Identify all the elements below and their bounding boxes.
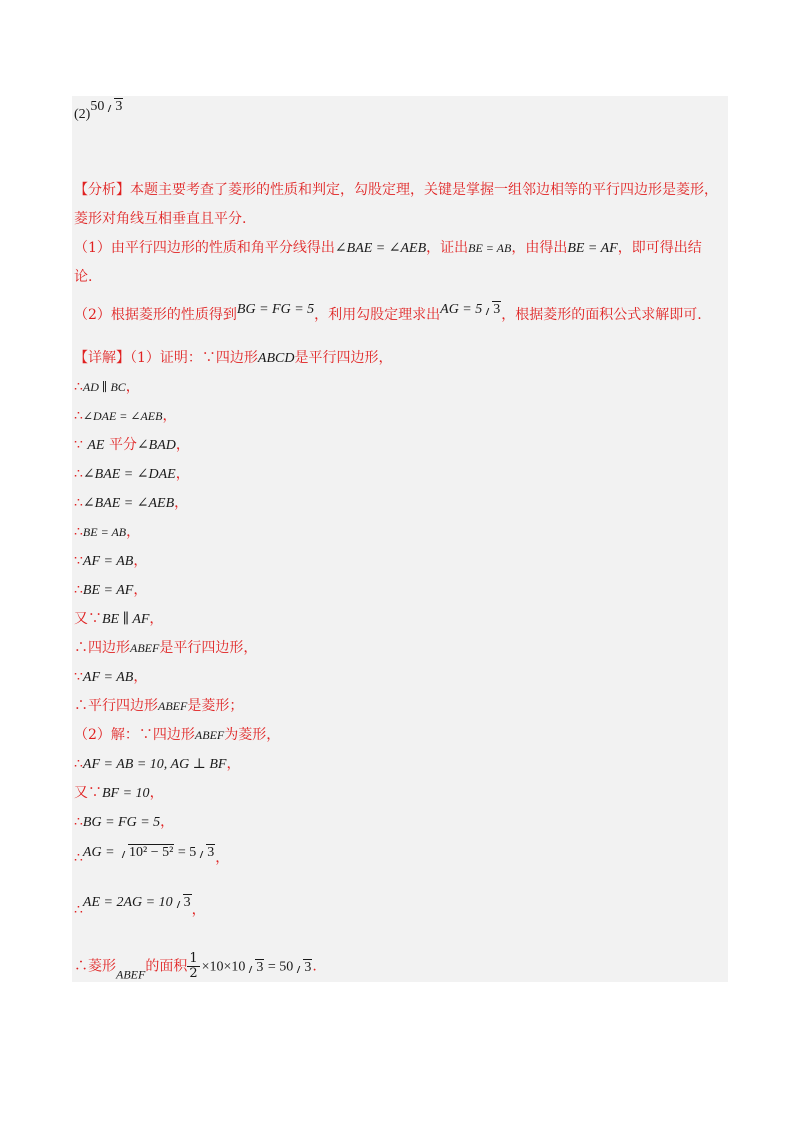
p1-math-1: ∠BAE = ∠AEB [334, 241, 427, 256]
step-9-prefix: 又∵ [74, 611, 102, 627]
therefore-symbol: ∴ [74, 379, 83, 395]
comma: ， [149, 611, 164, 627]
step-17-radicand: 3 [183, 895, 191, 910]
step-18-radicand: 3 [256, 959, 264, 975]
step-12-text-a: 平行四边形 [88, 698, 158, 714]
comma: ， [226, 756, 241, 772]
fraction-numerator: 1 [189, 951, 198, 966]
therefore-symbol: ∴ [74, 524, 83, 540]
detail-intro-text: （1）证明：∵四边形 [130, 350, 258, 366]
step-12 [74, 696, 243, 716]
analysis-part2 [74, 302, 702, 326]
step-16-radicand-2: 3 [207, 845, 215, 860]
step-8 [74, 580, 147, 601]
period: . [312, 958, 317, 975]
therefore-symbol: ∴ [74, 814, 83, 830]
step-2-math: ∠DAE = ∠AEB [82, 409, 163, 423]
therefore-symbol: ∴ [74, 756, 83, 772]
answer-radicand: 3 [115, 99, 123, 114]
step-14-prefix: 又∵ [74, 785, 102, 801]
p1-text-d: ，即可得出结 [617, 240, 702, 256]
comma: ， [162, 408, 177, 424]
step-1 [74, 377, 140, 397]
part2-intro-text: （2）解：∵四边形 [74, 727, 195, 743]
comma: ， [174, 495, 189, 511]
step-4 [74, 464, 190, 485]
part2-answer [74, 99, 123, 125]
part2-intro-end: 为菱形， [224, 727, 281, 743]
p1-text-e: 论. [74, 269, 93, 285]
step-16-lhs: AG = [82, 845, 119, 860]
detail-intro-end: 是平行四边形， [294, 350, 393, 366]
p1-text-c: ，由得出 [511, 240, 568, 256]
because-symbol: ∵ [74, 437, 83, 453]
comma: ， [125, 379, 140, 395]
step-2 [74, 406, 176, 426]
analysis-line-2 [74, 209, 246, 229]
step-16-eq: = 5 [174, 845, 197, 860]
step-18-text-a: 菱形 [88, 958, 116, 975]
therefore-symbol: ∴ [74, 408, 83, 424]
p1-text-b: ，证出 [426, 240, 469, 256]
comma: ， [175, 466, 190, 482]
step-8-math: BE = AF [82, 583, 134, 598]
p1-math-2: BE = AB [468, 241, 512, 255]
p2-radicand: 3 [493, 302, 501, 317]
step-5 [74, 493, 188, 514]
step-3 [74, 435, 190, 456]
step-7 [74, 551, 147, 572]
step-11 [74, 667, 147, 688]
step-18-expr: ×10×10 [201, 959, 246, 975]
analysis-tag: 【分析】 [74, 182, 130, 198]
step-12-math: ABEF [158, 699, 188, 713]
detail-intro [74, 348, 392, 369]
therefore-symbol: ∴ [74, 466, 83, 482]
analysis-part1 [74, 238, 702, 259]
step-14 [74, 783, 164, 804]
step-3-text: 平分 [108, 437, 137, 453]
step-6 [74, 522, 140, 542]
p1-text-a: （1）由平行四边形的性质和角平分线得出 [74, 240, 335, 256]
comma: ， [191, 902, 206, 918]
answer-label: (2) [74, 107, 91, 122]
comma: ， [215, 850, 230, 866]
step-12-text-b: 是菱形； [187, 698, 244, 714]
step-10-math: ABEF [130, 641, 160, 655]
comma: ， [133, 582, 148, 598]
step-10-text-a: 四边形 [88, 640, 130, 656]
therefore-symbol: ∴ [74, 850, 83, 866]
step-13 [74, 754, 240, 775]
therefore-symbol: ∴ [74, 495, 83, 511]
step-16-radicand: 10² − 5² [129, 845, 174, 860]
analysis-text-1: 本题主要考查了菱形的性质和判定，勾股定理，关键是掌握一组邻边相等的平行四边形是菱形， [130, 182, 718, 198]
step-18-math: ABEF [116, 967, 146, 982]
p2-text-c: ，根据菱形的面积公式求解即可. [501, 307, 702, 323]
step-18-text-b: 的面积 [145, 958, 188, 975]
step-14-math: BF = 10 [102, 786, 150, 801]
answer-value: 50 [90, 99, 105, 114]
analysis-part1-cont [74, 267, 92, 287]
step-17-math: AE = 2AG = 10 [82, 895, 173, 910]
p2-math-1: BG = FG = 5 [236, 302, 315, 317]
therefore-symbol: ∴ [74, 640, 88, 656]
step-18 [74, 952, 317, 985]
p2-text-a: （2）根据菱形的性质得到 [74, 307, 237, 323]
step-18-radicand-2: 3 [304, 959, 312, 975]
comma: ， [149, 785, 164, 801]
therefore-symbol: ∴ [74, 582, 83, 598]
comma: ， [175, 437, 190, 453]
p1-math-3: BE = AF [567, 241, 618, 256]
step-9 [74, 609, 163, 630]
step-6-math: BE = AB [82, 525, 127, 539]
p2-math-2: AG = 5 [440, 302, 483, 317]
half-fraction [187, 952, 199, 981]
analysis-line-1 [74, 180, 718, 200]
step-17 [74, 895, 206, 921]
because-symbol: ∵ [74, 553, 83, 569]
step-16 [74, 845, 230, 869]
therefore-symbol: ∴ [74, 902, 83, 918]
step-5-math: ∠BAE = ∠AEB [82, 496, 175, 511]
detail-tag: 【详解】 [74, 350, 130, 366]
step-11-math: AF = AB [82, 670, 134, 685]
step-9-math: BE ∥ AF [102, 612, 150, 627]
step-10-text-b: 是平行四边形， [159, 640, 258, 656]
step-3-math-1: AE [87, 438, 105, 453]
therefore-symbol: ∴ [74, 698, 88, 714]
comma: ， [133, 553, 148, 569]
analysis-text-2: 菱形对角线互相垂直且平分. [74, 211, 247, 227]
step-3-math-2: ∠BAD [136, 438, 176, 453]
step-13-math: AF = AB = 10, AG ⊥ BF [82, 757, 227, 772]
comma: ， [133, 669, 148, 685]
step-4-math: ∠BAE = ∠DAE [82, 467, 176, 482]
step-18-eq: = 50 [264, 959, 294, 975]
comma: ， [160, 814, 175, 830]
therefore-symbol: ∴ [74, 958, 88, 975]
step-15-math: BG = FG = 5 [82, 815, 161, 830]
part2-intro-math: ABEF [194, 728, 225, 742]
comma: ， [126, 524, 141, 540]
fraction-denominator: 2 [189, 966, 198, 981]
because-symbol: ∵ [74, 669, 83, 685]
step-15 [74, 812, 174, 833]
step-7-math: AF = AB [82, 554, 134, 569]
detail-intro-math: ABCD [257, 351, 295, 366]
part2-intro [74, 725, 280, 745]
step-10 [74, 638, 257, 658]
p2-text-b: ，利用勾股定理求出 [314, 307, 441, 323]
step-1-math: AD ∥ BC [82, 380, 126, 394]
